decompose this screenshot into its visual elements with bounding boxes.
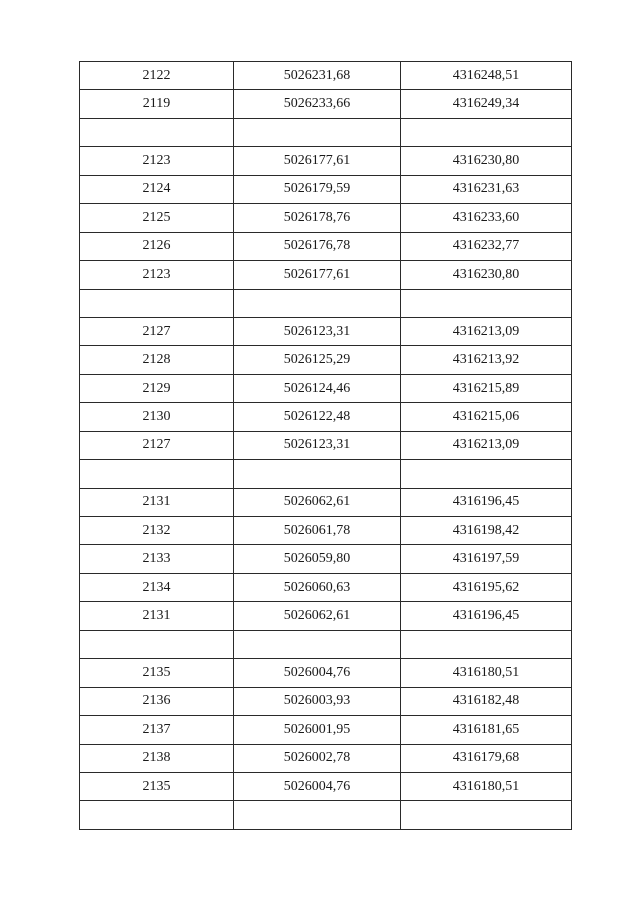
y-coordinate-cell: 4316179,68 (401, 744, 572, 772)
y-coordinate-cell (401, 630, 572, 658)
x-coordinate-cell: 5026004,76 (234, 772, 401, 800)
point-number-cell: 2129 (80, 374, 234, 402)
table-row (80, 175, 572, 203)
point-number-cell: 2122 (80, 62, 234, 90)
table-row (80, 602, 572, 630)
table-row (80, 772, 572, 800)
table-row (80, 716, 572, 744)
y-coordinate-cell: 4316213,09 (401, 317, 572, 345)
separator-row (80, 460, 572, 488)
point-number-cell (80, 118, 234, 146)
y-coordinate-cell: 4316213,09 (401, 431, 572, 459)
coordinates-table-body (80, 62, 572, 830)
x-coordinate-cell: 5026233,66 (234, 90, 401, 118)
y-coordinate-cell: 4316213,92 (401, 346, 572, 374)
y-coordinate-cell: 4316215,06 (401, 403, 572, 431)
coordinates-table (79, 61, 572, 830)
table-row (80, 62, 572, 90)
y-coordinate-cell: 4316249,34 (401, 90, 572, 118)
y-coordinate-cell: 4316231,63 (401, 175, 572, 203)
point-number-cell: 2123 (80, 261, 234, 289)
point-number-cell: 2119 (80, 90, 234, 118)
point-number-cell: 2133 (80, 545, 234, 573)
point-number-cell: 2131 (80, 602, 234, 630)
table-row (80, 403, 572, 431)
table-row (80, 147, 572, 175)
table-row (80, 346, 572, 374)
x-coordinate-cell: 5026123,31 (234, 317, 401, 345)
y-coordinate-cell: 4316196,45 (401, 602, 572, 630)
x-coordinate-cell: 5026179,59 (234, 175, 401, 203)
y-coordinate-cell: 4316230,80 (401, 261, 572, 289)
table-row (80, 90, 572, 118)
point-number-cell: 2127 (80, 431, 234, 459)
x-coordinate-cell: 5026122,48 (234, 403, 401, 431)
table-row (80, 232, 572, 260)
point-number-cell: 2128 (80, 346, 234, 374)
separator-row (80, 801, 572, 829)
y-coordinate-cell: 4316180,51 (401, 659, 572, 687)
table-row (80, 488, 572, 516)
x-coordinate-cell: 5026124,46 (234, 374, 401, 402)
x-coordinate-cell: 5026062,61 (234, 488, 401, 516)
point-number-cell: 2124 (80, 175, 234, 203)
x-coordinate-cell: 5026123,31 (234, 431, 401, 459)
table-row (80, 261, 572, 289)
x-coordinate-cell: 5026001,95 (234, 716, 401, 744)
table-row (80, 659, 572, 687)
table-row (80, 573, 572, 601)
x-coordinate-cell: 5026177,61 (234, 261, 401, 289)
x-coordinate-cell (234, 118, 401, 146)
x-coordinate-cell (234, 289, 401, 317)
y-coordinate-cell: 4316198,42 (401, 517, 572, 545)
y-coordinate-cell: 4316181,65 (401, 716, 572, 744)
y-coordinate-cell: 4316248,51 (401, 62, 572, 90)
point-number-cell: 2123 (80, 147, 234, 175)
point-number-cell: 2135 (80, 659, 234, 687)
x-coordinate-cell: 5026004,76 (234, 659, 401, 687)
point-number-cell: 2136 (80, 687, 234, 715)
y-coordinate-cell: 4316195,62 (401, 573, 572, 601)
separator-row (80, 289, 572, 317)
x-coordinate-cell (234, 460, 401, 488)
x-coordinate-cell: 5026062,61 (234, 602, 401, 630)
point-number-cell: 2137 (80, 716, 234, 744)
x-coordinate-cell: 5026176,78 (234, 232, 401, 260)
y-coordinate-cell: 4316182,48 (401, 687, 572, 715)
table-row (80, 317, 572, 345)
separator-row (80, 630, 572, 658)
x-coordinate-cell: 5026003,93 (234, 687, 401, 715)
table-row (80, 431, 572, 459)
point-number-cell: 2131 (80, 488, 234, 516)
x-coordinate-cell: 5026231,68 (234, 62, 401, 90)
y-coordinate-cell: 4316230,80 (401, 147, 572, 175)
y-coordinate-cell: 4316232,77 (401, 232, 572, 260)
y-coordinate-cell: 4316180,51 (401, 772, 572, 800)
point-number-cell (80, 289, 234, 317)
point-number-cell: 2125 (80, 204, 234, 232)
point-number-cell: 2132 (80, 517, 234, 545)
y-coordinate-cell: 4316196,45 (401, 488, 572, 516)
x-coordinate-cell: 5026177,61 (234, 147, 401, 175)
table-row (80, 374, 572, 402)
x-coordinate-cell: 5026061,78 (234, 517, 401, 545)
table-row (80, 204, 572, 232)
y-coordinate-cell (401, 460, 572, 488)
x-coordinate-cell: 5026125,29 (234, 346, 401, 374)
y-coordinate-cell: 4316197,59 (401, 545, 572, 573)
point-number-cell: 2138 (80, 744, 234, 772)
point-number-cell: 2127 (80, 317, 234, 345)
table-row (80, 545, 572, 573)
point-number-cell: 2134 (80, 573, 234, 601)
table-row (80, 744, 572, 772)
table-row (80, 687, 572, 715)
x-coordinate-cell: 5026002,78 (234, 744, 401, 772)
point-number-cell: 2130 (80, 403, 234, 431)
x-coordinate-cell (234, 630, 401, 658)
x-coordinate-cell: 5026178,76 (234, 204, 401, 232)
table-row (80, 517, 572, 545)
point-number-cell: 2135 (80, 772, 234, 800)
point-number-cell (80, 630, 234, 658)
point-number-cell (80, 460, 234, 488)
y-coordinate-cell: 4316215,89 (401, 374, 572, 402)
x-coordinate-cell (234, 801, 401, 829)
point-number-cell: 2126 (80, 232, 234, 260)
x-coordinate-cell: 5026059,80 (234, 545, 401, 573)
separator-row (80, 118, 572, 146)
y-coordinate-cell (401, 801, 572, 829)
y-coordinate-cell (401, 118, 572, 146)
x-coordinate-cell: 5026060,63 (234, 573, 401, 601)
y-coordinate-cell: 4316233,60 (401, 204, 572, 232)
y-coordinate-cell (401, 289, 572, 317)
point-number-cell (80, 801, 234, 829)
